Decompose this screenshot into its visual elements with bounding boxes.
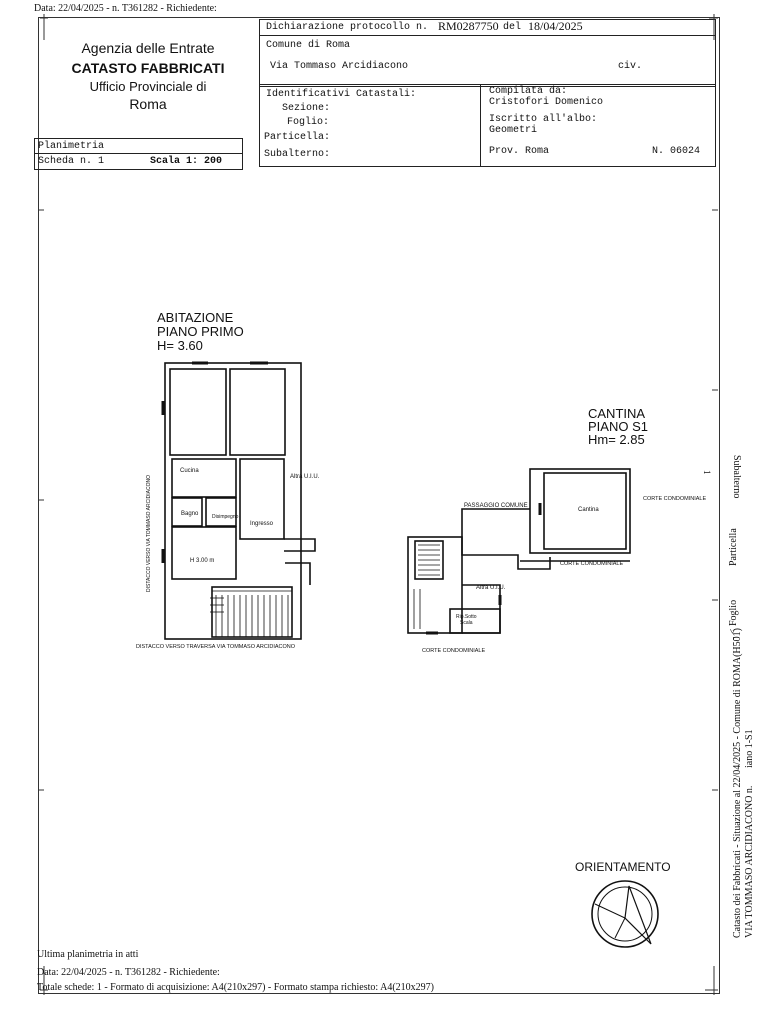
rip-sotto-label: Rip.Sotto [456, 614, 477, 620]
side-address-line: VIA TOMMASO ARCIDIACONO n. [744, 785, 755, 938]
corte-condominiale-3: CORTE CONDOMINIALE [422, 648, 486, 654]
sezione-label: Sezione: [282, 103, 331, 114]
room-disimpegno: Disimpegno [212, 514, 239, 520]
identifiers-title: Identificativi Catastali: [266, 89, 417, 100]
compiled-label: Compilata da: [489, 86, 568, 97]
planimetria-label: Planimetria [38, 141, 105, 152]
scala-sub-label: Scala [460, 620, 473, 626]
orientamento-label: ORIENTAMENTO [575, 860, 671, 874]
abitazione-title-2: PIANO PRIMO [157, 324, 244, 339]
north-compass-icon [585, 874, 665, 954]
declaration-del: del [503, 22, 522, 33]
passaggio-comune: PASSAGGIO COMUNE [464, 503, 528, 509]
footer-data: Data: 22/04/2025 - n. T361282 - Richiedente: [37, 967, 220, 978]
catasto-title: CATASTO FABBRICATI [71, 60, 225, 76]
header-request-line: Data: 22/04/2025 - n. T361282 - Richiedente: [34, 3, 217, 14]
registration-number: N. 06024 [652, 146, 701, 157]
rip-sotto-scala [456, 614, 477, 626]
side-catasto-line: Catasto dei Fabbricati - Situazione al 22/04/2025 - Comune di ROMA(H501) [732, 628, 743, 938]
footer-totale: Totale schede: 1 - Formato di acquisizione: A4(210x297) - Formato stampa richiesto: A4(210x297) [37, 982, 434, 993]
scheda-label: Scheda n. 1 [38, 156, 105, 167]
side-foglio: - < Foglio [728, 599, 739, 640]
abitazione-floorplan [150, 355, 330, 655]
cantina-title [588, 407, 648, 446]
particella-label: Particella: [264, 132, 331, 143]
side-h1: 1 [702, 470, 712, 475]
abitazione-title [157, 311, 244, 353]
civ-label: civ. [618, 61, 643, 72]
side-particella: Particella [728, 528, 739, 566]
cantina-altra-uiu: Altra U.I.U. [476, 585, 506, 591]
room-ingresso: Ingresso [250, 521, 274, 527]
corte-condominiale-2: CORTE CONDOMINIALE [560, 561, 624, 567]
corte-condominiale-1: CORTE CONDOMINIALE [643, 496, 707, 502]
cantina-title-1: CANTINA [588, 406, 646, 421]
room-cantina: Cantina [578, 507, 599, 513]
declaration-number: RM0287750 [438, 19, 499, 33]
distacco-bottom-label: DISTACCO VERSO TRAVERSA VIA TOMMASO ARCIDIACONO [136, 644, 296, 650]
subalterno-label: Subalterno: [264, 149, 331, 160]
office-city: Roma [129, 96, 167, 112]
declaration-date: 18/04/2025 [528, 19, 583, 33]
albo-value: Geometri [489, 125, 538, 136]
side-subalterno: Subalterno [731, 455, 742, 499]
compiled-name: Cristofori Domenico [489, 97, 604, 108]
comune-label: Comune di Roma [266, 40, 351, 51]
room-bagno: Bagno [181, 511, 199, 517]
office-label: Ufficio Provinciale di [89, 79, 207, 94]
address-label: Via Tommaso Arcidiacono [270, 61, 409, 72]
declaration-label: Dichiarazione protocollo n. [266, 22, 429, 33]
foglio-label: Foglio: [287, 117, 330, 128]
room-altra-uiu: Altra U.I.U. [290, 474, 320, 480]
cantina-floorplan [400, 465, 640, 650]
side-piano-line: iano 1-S1 [744, 729, 755, 768]
room-h300: H 3.00 m [190, 558, 215, 564]
room-cucina: Cucina [180, 468, 199, 474]
abitazione-height: H= 3.60 [157, 338, 203, 353]
cantina-title-2: PIANO S1 [588, 419, 648, 434]
cantina-height: Hm= 2.85 [588, 432, 645, 447]
province-label: Prov. Roma [489, 146, 550, 157]
footer-ultima: Ultima planimetria in atti [37, 949, 139, 960]
agency-name: Agenzia delle Entrate [81, 40, 215, 56]
distacco-side-label: DISTACCO VERSO VIA TOMMASO ARCIDIACONO [146, 475, 152, 592]
scala-label: Scala 1: 200 [150, 156, 223, 167]
abitazione-title-1: ABITAZIONE [157, 310, 234, 325]
albo-label: Iscritto all'albo: [489, 114, 598, 125]
